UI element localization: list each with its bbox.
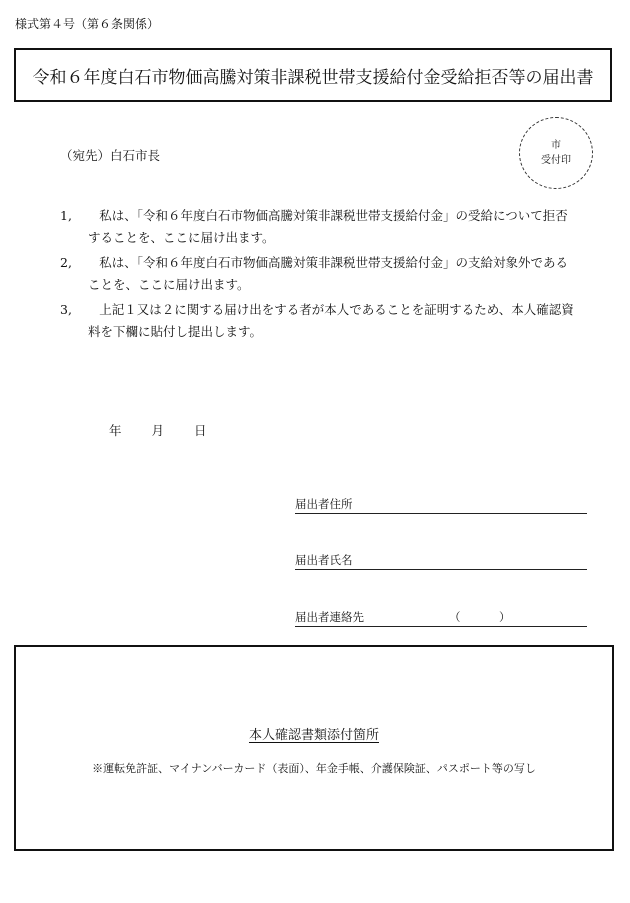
- item-text: 上記１又は２に関する届け出をする者が本人であることを証明するため、本人確認資料を下欄に貼付し提出します。: [88, 302, 574, 339]
- applicant-name-field[interactable]: [295, 553, 587, 570]
- reception-stamp-area: [519, 117, 593, 189]
- date-day-label: 日: [194, 423, 207, 438]
- applicant-address-field[interactable]: [295, 497, 587, 514]
- stamp-line-1: 市: [551, 140, 561, 151]
- item-number: 2,: [60, 255, 72, 270]
- applicant-contact-field[interactable]: [295, 610, 587, 627]
- declaration-item: [60, 252, 580, 296]
- form-number: 様式第４号（第６条関係）: [15, 17, 160, 31]
- applicant-address-label: 届出者住所: [295, 497, 353, 511]
- declaration-item: [60, 205, 580, 249]
- declaration-list: [60, 205, 580, 346]
- item-text: 私は、「令和６年度白石市物価高騰対策非課税世帯支援給付金」の支給対象外であることを、ここに届け出ます。: [88, 255, 569, 292]
- attachment-title-text: 本人確認書類添付箇所: [248, 728, 379, 743]
- stamp-line-2: 受付印: [541, 155, 571, 166]
- declaration-item: [60, 299, 580, 343]
- applicant-contact-label: 届出者連絡先: [295, 610, 364, 624]
- item-number: 1,: [60, 208, 72, 223]
- document-title-box: [14, 48, 612, 102]
- attachment-note: ※運転免許証、マイナンバーカード（表面）、年金手帳、介護保険証、パスポート等の写し: [92, 762, 536, 775]
- attachment-title: [16, 724, 612, 743]
- date-month-label: 月: [151, 423, 165, 438]
- contact-paren-open: （: [449, 610, 461, 624]
- id-document-attachment-area: [14, 645, 614, 851]
- addressee: （宛先）白石市長: [60, 148, 161, 163]
- document-title: 令和６年度白石市物価高騰対策非課税世帯支援給付金受給拒否等の届出書: [32, 67, 594, 88]
- item-text: 私は、「令和６年度白石市物価高騰対策非課税世帯支援給付金」の受給について拒否することを、ここに届け出ます。: [88, 208, 568, 245]
- item-number: 3,: [60, 302, 72, 317]
- contact-paren-close: ）: [499, 610, 511, 624]
- applicant-name-label: 届出者氏名: [295, 553, 353, 567]
- date-year-label: 年: [109, 423, 122, 438]
- date-line: [109, 421, 233, 439]
